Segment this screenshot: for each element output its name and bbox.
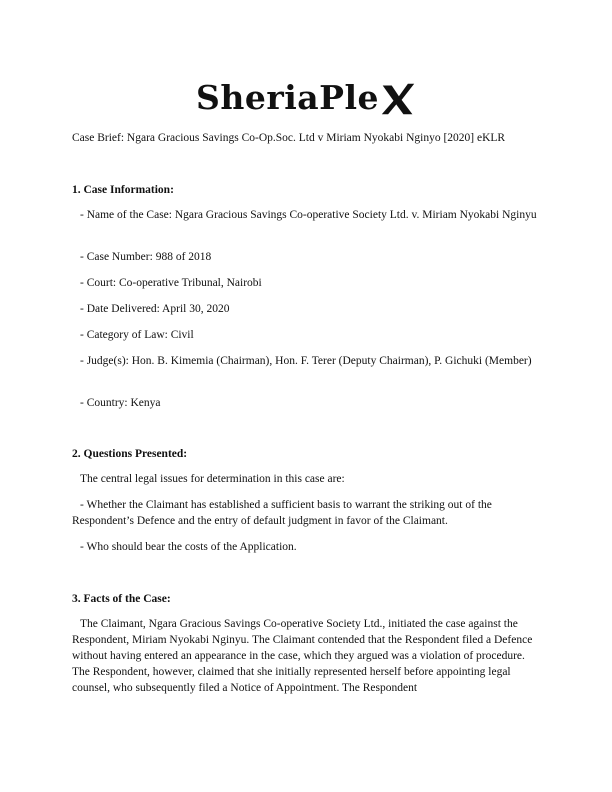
case-brief-title: Case Brief: Ngara Gracious Savings Co-Op.Soc. Ltd v Miriam Nyokabi Nginyo [2020] eKLR	[72, 132, 506, 144]
date-delivered: - Date Delivered: April 30, 2020	[80, 303, 230, 315]
section-1-heading: 1. Case Information:	[72, 184, 174, 196]
case-court: - Court: Co-operative Tribunal, Nairobi	[80, 277, 262, 289]
case-name: - Name of the Case: Ngara Gracious Savings Co-operative Society Ltd. v. Miriam Nyokabi Nginyu	[80, 209, 537, 221]
logo-wordmark: SheriaPle	[196, 78, 379, 117]
country: - Country: Kenya	[80, 397, 161, 409]
category-of-law: - Category of Law: Civil	[80, 329, 194, 341]
questions-intro: The central legal issues for determination in this case are:	[80, 473, 345, 485]
section-2-heading: 2. Questions Presented:	[72, 448, 188, 460]
question-2: - Who should bear the costs of the Application.	[80, 541, 297, 553]
facts-paragraph: The Claimant, Ngara Gracious Savings Co-operative Society Ltd., initiated the case against the Respondent, Miriam Nyokabi Nginyu. The Claimant contended that the Respondent filed a Defence without having entered an appearance in the case, which they argued was a violation of procedure. The Respondent, however, claimed that she initially represented herself before appointing legal counsel, who subsequently filed a Notice of Appointment. The Respondent	[72, 618, 533, 694]
case-number: - Case Number: 988 of 2018	[80, 251, 212, 263]
logo-wrap	[196, 72, 416, 124]
judges: - Judge(s): Hon. B. Kimemia (Chairman), Hon. F. Terer (Deputy Chairman), P. Gichuki (Member)	[80, 355, 532, 367]
logo-x-mark	[380, 81, 416, 117]
section-3-heading: 3. Facts of the Case:	[72, 593, 171, 605]
question-1: - Whether the Claimant has established a sufficient basis to warrant the striking out of the Respondent’s Defence and the entry of default judgment in favor of the Claimant.	[72, 499, 492, 527]
sheriaplex-logo	[0, 72, 612, 124]
